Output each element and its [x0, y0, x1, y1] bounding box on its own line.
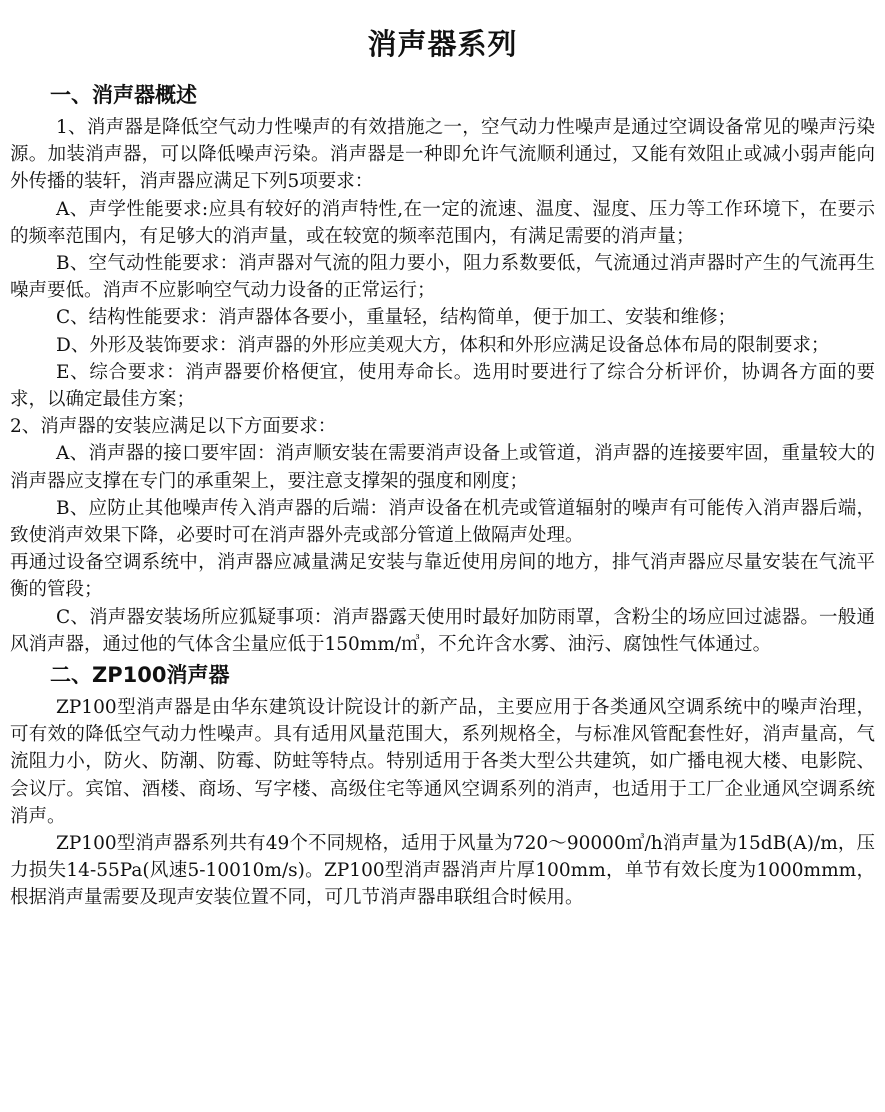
paragraph: E、综合要求：消声器要价格便宜，使用寿命长。选用时要进行了综合分析评价，协调各方面的要求，以确定最佳方案；: [10, 361, 875, 411]
paragraph: 再通过设备空调系统中，消声器应减量满足安装与靠近使用房间的地方，排气消声器应尽量安装在气流平衡的管段；: [10, 552, 875, 601]
page-title: 消声器系列: [367, 27, 518, 61]
paragraph: C、结构性能要求：消声器体各要小，重量轻，结构简单，便于加工、安装和维修；: [56, 307, 737, 329]
paragraph: A、消声器的接口要牢固：消声顺安装在需要消声设备上或管道，消声器的连接要牢固，重量较大的消声器应支撑在专门的承重架上，要注意支撑架的强度和刚度；: [10, 443, 875, 492]
section-heading-overview: 一、消声器概述: [50, 83, 197, 107]
paragraph: B、应防止其他噪声传入消声器的后端：消声设备在机壳或管道辐射的噪声有可能传入消声器后端，致使消声效果下降，必要时可在消声器外壳或部分管道上做隔声处理。: [10, 497, 875, 547]
paragraph: ZP100型消声器系列共有49个不同规格，适用于风量为720～90000㎥/h消声量为15dB(A)/m，压力损失14-55Pa(风速5-10010m/s)。ZP100型消声器消声片厚100mm，单节有效长度为1000mmm，根据消声量需要及现声安装位置不同，可几节消声器串联组合时候用。: [10, 833, 875, 909]
paragraph: B、空气动性能要求：消声器对气流的阻力要小，阻力系数要低，气流通过消声器时产生的气流再生噪声要低。消声不应影响空气动力设备的正常运行；: [10, 253, 875, 302]
paragraph: ZP100型消声器是由华东建筑设计院设计的新产品，主要应用于各类通风空调系统中的噪声治理，可有效的降低空气动力性噪声。具有适用风量范围大，系列规格全，与标准风管配套性好，消声量高，气流阻力小，防火、防潮、防霉、防蛀等特点。特别适用于各类大型公共建筑，如广播电视大楼、电影院、会议厅。宾馆、酒楼、商场、写字楼、高级住宅等通风空调系列的消声，也适用于工厂企业通风空调系统消声。: [10, 697, 875, 827]
paragraph: A、声学性能要求:应具有较好的消声特性,在一定的流速、温度、湿度、压力等工作环境下，在要示的频率范围内，有足够大的消声量，或在较宽的频率范围内，有满足需要的消声量；: [10, 198, 875, 247]
paragraph: D、外形及装饰要求：消声器的外形应美观大方，体积和外形应满足设备总体布局的限制要求；: [56, 334, 830, 356]
section-heading-zp100: 二、ZP100消声器: [50, 663, 230, 688]
paragraph: 1、消声器是降低空气动力性噪声的有效措施之一，空气动力性噪声是通过空调设备常见的噪声污染源。加装消声器，可以降低噪声污染。消声器是一种即允许气流顺利通过，又能有效阻止或减小弱声能向外传播的装轩，消声器应满足下列5项要求：: [10, 117, 875, 193]
section-overview-body: [10, 114, 875, 658]
paragraph: C、消声器安装场所应狐疑事项：消声器露天使用时最好加防雨罩，含粉尘的场应回过滤器。一般通风消声器，通过他的气体含尘量应低于150mm/㎥，不允许含水雾、油污、腐蚀性气体通过。: [10, 606, 875, 655]
section-zp100-body: [10, 694, 875, 912]
paragraph: 2、消声器的安装应满足以下方面要求：: [10, 416, 337, 438]
